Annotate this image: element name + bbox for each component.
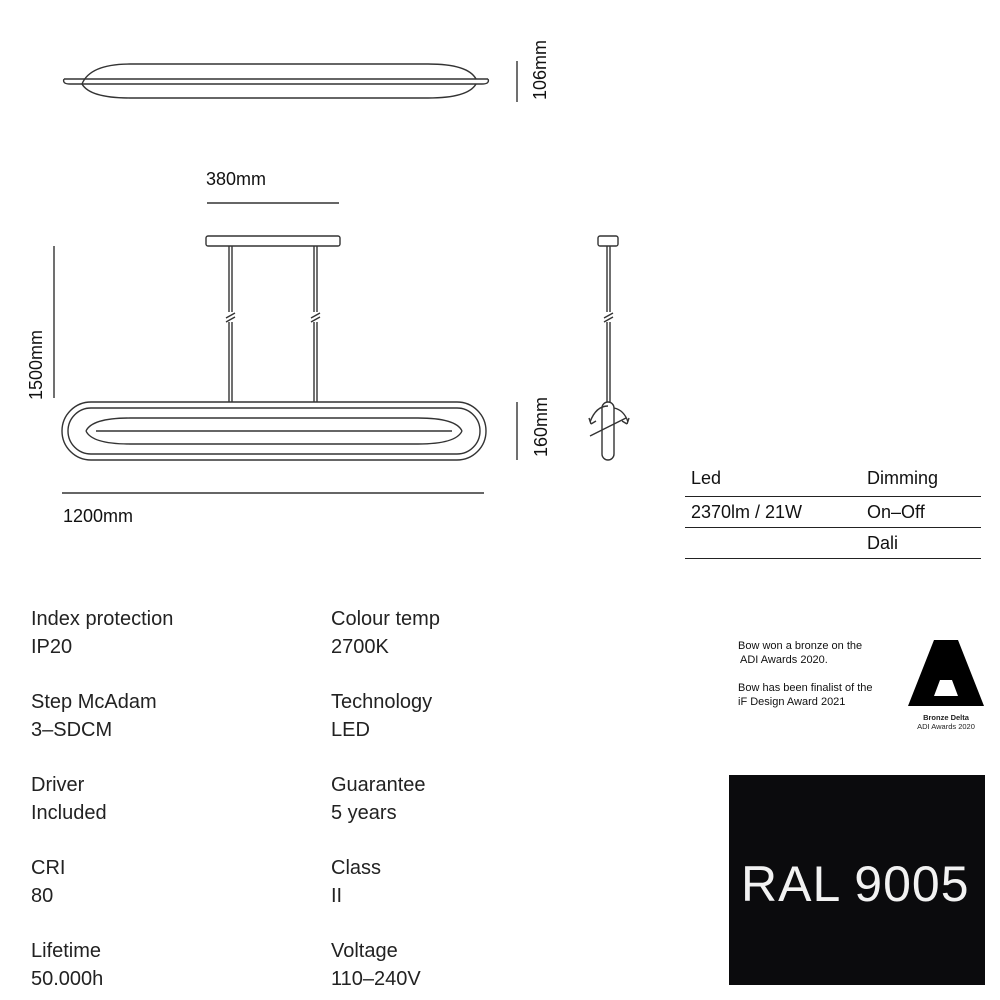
spec-label: Guarantee [331,774,426,796]
badge-line: ADI Awards 2020 [917,722,975,731]
spec-label: Index protection [31,608,174,630]
award-line: ADI Awards 2020. [740,654,828,666]
body-height-label: 160mm [531,396,551,457]
bronze-delta-caption [908,713,984,731]
spec-value: 80 [31,885,54,907]
spec-cri [31,855,311,909]
spec-value: LED [331,719,370,741]
spec-value: 5 years [331,802,397,824]
spec-step-mcadam [31,689,311,743]
suspension-height-label: 1500mm [26,329,46,400]
spec-class [331,855,611,909]
header-led: Led [691,467,722,488]
spec-colour-temp [331,606,611,660]
spec-label: Colour temp [331,608,440,630]
ral-label: RAL 9005 [741,856,970,912]
spec-label: Voltage [331,940,398,962]
side-view-drawing [589,236,629,460]
table-cell: On–Off [867,501,925,522]
canopy-span-label: 380mm [206,169,267,189]
spec-index-protection [31,606,311,660]
award-line: Bow won a bronze on the [738,640,863,652]
spec-lifetime [31,938,311,992]
spec-label: Driver [31,774,85,796]
spec-label: Lifetime [31,940,102,962]
spec-guarantee [331,772,611,826]
spec-voltage [331,938,611,992]
spec-value: Included [31,802,107,824]
ral-color-swatch [729,775,985,985]
spec-technology [331,689,611,743]
header-dimming: Dimming [867,467,939,488]
spec-value: 110–240V [331,968,421,990]
ceiling-canopy [206,236,340,246]
spec-label: Step McAdam [31,691,157,713]
badge-line: Bronze Delta [923,713,969,722]
spec-value: IP20 [31,636,73,658]
spec-value: II [331,885,343,907]
led-dimming-table [685,460,981,559]
spec-driver [31,772,311,826]
front-view-drawing [62,402,486,460]
spec-value: 2700K [331,636,389,658]
award-line: Bow has been finalist of the [738,682,873,694]
awards-text [738,639,873,709]
spec-value: 50.000h [31,968,104,990]
table-cell: Dali [867,532,899,553]
top-view-drawing [64,64,489,98]
spec-label: CRI [31,857,66,879]
length-label: 1200mm [63,506,134,526]
spec-label: Class [331,857,382,879]
height-top-label: 106mm [530,39,550,100]
table-cell: 2370lm / 21W [691,501,803,522]
table-header-row [685,460,981,497]
spec-value: 3–SDCM [31,719,113,741]
spec-label: Technology [331,691,433,713]
bronze-delta-logo-icon [906,640,986,710]
award-line: iF Design Award 2021 [738,696,846,708]
table-row [685,528,981,559]
table-row [685,497,981,528]
suspension-cables [226,246,320,402]
